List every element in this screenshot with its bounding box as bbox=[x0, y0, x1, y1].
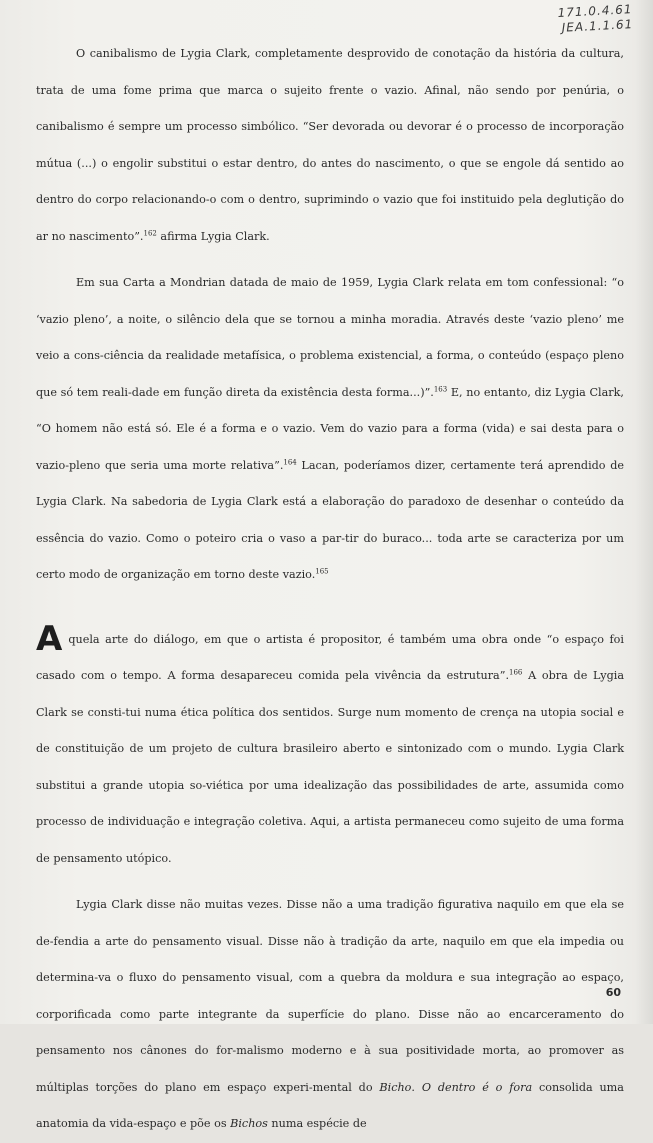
italic-title: O dentro é o fora bbox=[421, 1080, 533, 1094]
footnote-marker: 164 bbox=[283, 457, 297, 466]
italic-title: Bichos bbox=[230, 1117, 268, 1130]
footnote-marker: 165 bbox=[315, 567, 329, 576]
page-number: 60 bbox=[605, 986, 621, 999]
text-segment: quela arte do diálogo, em que o artista é propositor, é também uma obra onde “o espaço foi casado com o tempo. A forma desapareceu comida pela vivência da estrutura”. bbox=[36, 632, 624, 682]
paragraph-3 bbox=[36, 618, 624, 878]
paragraph-gap bbox=[36, 877, 624, 887]
paragraph-gap bbox=[36, 255, 624, 265]
handwritten-note-line-1: 171.0.4.61 bbox=[557, 2, 633, 20]
handwritten-note bbox=[557, 2, 633, 36]
body-text bbox=[36, 36, 624, 1143]
text-segment: E, no entanto, diz Lygia Clark, “O homem não está só. Ele é a forma e o vazio. Vem do vazio para a forma (vida) e sai desta para o vazio-pleno que seria uma morte relativa”. bbox=[36, 385, 624, 472]
paragraph-2 bbox=[36, 265, 624, 594]
italic-title: Bicho bbox=[379, 1080, 412, 1094]
paragraph-4 bbox=[36, 887, 624, 1143]
drop-cap: A bbox=[36, 618, 63, 659]
footnote-marker: 166 bbox=[509, 668, 523, 677]
paragraph-1 bbox=[36, 36, 624, 255]
text-segment: A obra de Lygia Clark se consti-tui numa ética política dos sentidos. Surge num momento de crença na utopia social e de constituição de um projeto de cultura brasileiro aberto e sintonizado com o mundo. Lygia Clark substitui a grande utopia so-viética por uma idealização das possibilidades de arte, assumida como processo de individuação e integração coletiva. Aqui, a artista permaneceu como sujeito de uma forma de pensamento utópico. bbox=[36, 669, 624, 865]
text-segment: numa espécie de bbox=[267, 1117, 367, 1130]
text-segment: consolida uma anatomia da vida-espaço e põe os bbox=[36, 1080, 624, 1130]
section-gap bbox=[36, 594, 624, 622]
text-segment: Lacan, poderíamos dizer, certamente terá aprendido de Lygia Clark. Na sabedoria de Lygia Clark está a elaboração do paradoxo de desenhar o conteúdo da essência do vazio. Como o poteiro cria o vaso a par-tir do buraco... toda arte se caracteriza por um certo modo de organização em torno deste vazio. bbox=[36, 458, 624, 581]
text-segment: Lygia Clark disse não muitas vezes. Disse não a uma tradição figurativa naquilo em que ela se de-fendia a arte do pensamento visual. Disse não à tradição da arte, naquilo em que ela impedia ou determina-va o fluxo do pensamento visual, com a quebra da moldura e sua integração ao espaço, corporificada como parte integrante da superfície do plano. Disse não ao encarceramento do pensamento nos cânones do for-malismo moderno e à sua positividade morta, ao promover as múltiplas torções do plano em espaço experi-mental do bbox=[36, 898, 624, 1094]
text-segment: . bbox=[411, 1080, 422, 1094]
footnote-marker: 163 bbox=[433, 384, 448, 393]
footnote-marker: 162 bbox=[143, 228, 157, 237]
text-segment: O canibalismo de Lygia Clark, completamente desprovido de conotação da história da cultura, trata de uma fome prima que marca o sujeito frente o vazio. Afinal, não sendo por penúria, o canibalismo é sempre um processo simbólico. “Ser devorada ou devorar é o processo de incorporação mútua (...) o engolir substitui o estar dentro, do antes do nascimento, o que se engole dá sentido ao dentro do corpo relacionando-o com o dentro, suprimindo o vazio que foi instituido pela deglutição do ar no nascimento”. bbox=[36, 47, 624, 243]
text-segment: Em sua Carta a Mondrian datada de maio de 1959, Lygia Clark relata em tom confessional: “o ‘vazio pleno’, a noite, o silêncio dela que se tornou a minha moradia. Através deste ‘vazio pleno’ me veio a cons-ciência da realidade metafísica, o problema existencial, a forma, o conteúdo (espaço pleno que só tem reali-dade em função direta da existência desta forma...)”. bbox=[36, 276, 624, 399]
handwritten-note-line-2: JEA.1.1.61 bbox=[561, 17, 634, 35]
text-segment: afirma Lygia Clark. bbox=[156, 229, 270, 243]
